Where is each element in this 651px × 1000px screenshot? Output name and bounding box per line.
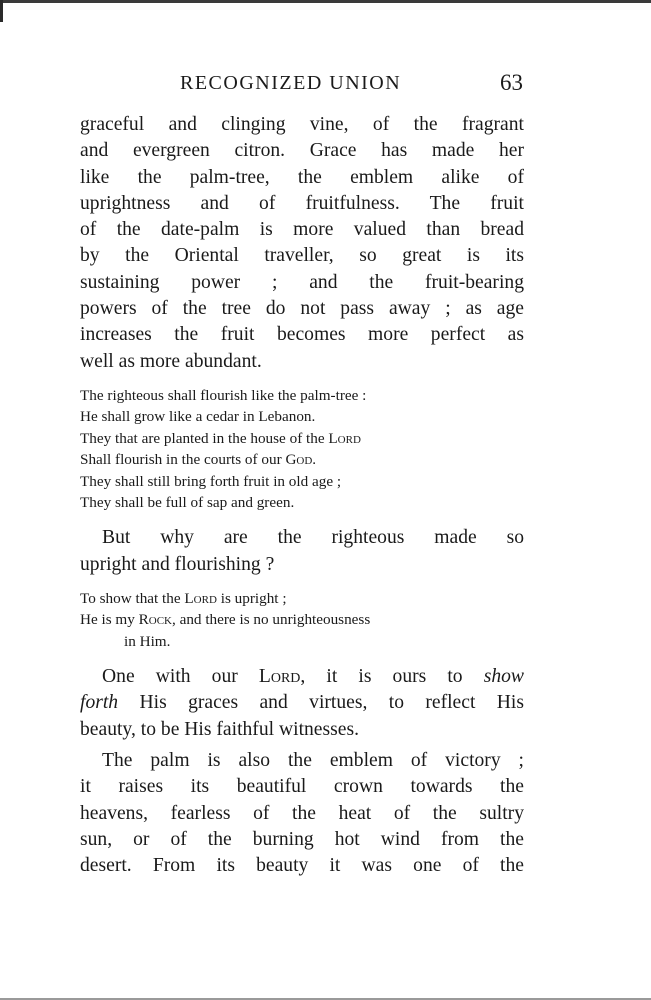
verse-line: He is my Rock, and there is no unrighteousness	[80, 611, 371, 629]
text-line: heavens, fearless of the heat of the sultry	[80, 802, 524, 824]
text-line: uprightness and of fruitfulness. The fruit	[80, 192, 524, 214]
verse-quotation-2	[80, 588, 524, 652]
paragraph-1	[80, 112, 524, 375]
paragraph-4	[80, 748, 524, 879]
text-line: it raises its beautiful crown towards the	[80, 776, 524, 798]
verse-line: They shall be full of sap and green.	[80, 493, 295, 511]
body-text	[80, 112, 524, 879]
text-line: graceful and clinging vine, of the fragrant	[80, 114, 524, 135]
running-head: RECOGNIZED UNION	[180, 72, 402, 94]
small-caps-word: Rock	[138, 611, 172, 629]
text-line: The palm is also the emblem of victory ;	[102, 749, 524, 771]
verse-line: They shall still bring forth fruit in old age ;	[80, 472, 342, 490]
small-caps-word: Lord	[258, 666, 301, 688]
text-line: well as more abundant.	[80, 350, 262, 372]
verse-line: in Him.	[124, 632, 171, 650]
text-line: like the palm-tree, the emblem alike of	[80, 166, 524, 188]
text-line: of the date-palm is more valued than bread	[80, 219, 524, 241]
verse-line: Shall flourish in the courts of our God.	[80, 451, 317, 469]
text-line: desert. From its beauty it was one of the	[80, 855, 524, 877]
scan-edge-left	[0, 0, 3, 22]
verse-line: He shall grow like a cedar in Lebanon.	[80, 408, 316, 426]
small-caps-word: God	[285, 451, 313, 469]
italic-word: forth	[80, 692, 119, 714]
text-line: sun, or of the burning hot wind from the	[80, 828, 524, 850]
paragraph-2	[80, 525, 524, 578]
text-line: increases the fruit becomes more perfect as	[80, 324, 524, 346]
paragraph-3	[80, 664, 524, 743]
page-number: 63	[500, 70, 523, 95]
verse-line: They that are planted in the house of the Lord	[80, 429, 361, 447]
page-header	[80, 68, 525, 100]
verse-line: The righteous shall flourish like the palm-tree :	[80, 386, 367, 404]
text-line: But why are the righteous made so	[102, 527, 524, 549]
verse-line: To show that the Lord is upright ;	[80, 589, 287, 607]
text-line: upright and flourishing ?	[80, 553, 275, 575]
text-line: One with our Lord, it is ours to show	[102, 666, 524, 688]
italic-word: show	[483, 666, 524, 688]
text-line: forth His graces and virtues, to reflect His	[80, 692, 524, 714]
text-line: and evergreen citron. Grace has made her	[80, 140, 524, 162]
scan-edge-top	[0, 0, 651, 3]
text-line: beauty, to be His faithful witnesses.	[80, 718, 359, 740]
small-caps-word: Lord	[184, 589, 217, 607]
text-line: by the Oriental traveller, so great is its	[80, 245, 524, 267]
small-caps-word: Lord	[328, 429, 361, 447]
verse-quotation-1	[80, 385, 524, 513]
text-line: sustaining power ; and the fruit-bearing	[80, 271, 524, 293]
text-line: powers of the tree do not pass away ; as age	[80, 298, 524, 320]
